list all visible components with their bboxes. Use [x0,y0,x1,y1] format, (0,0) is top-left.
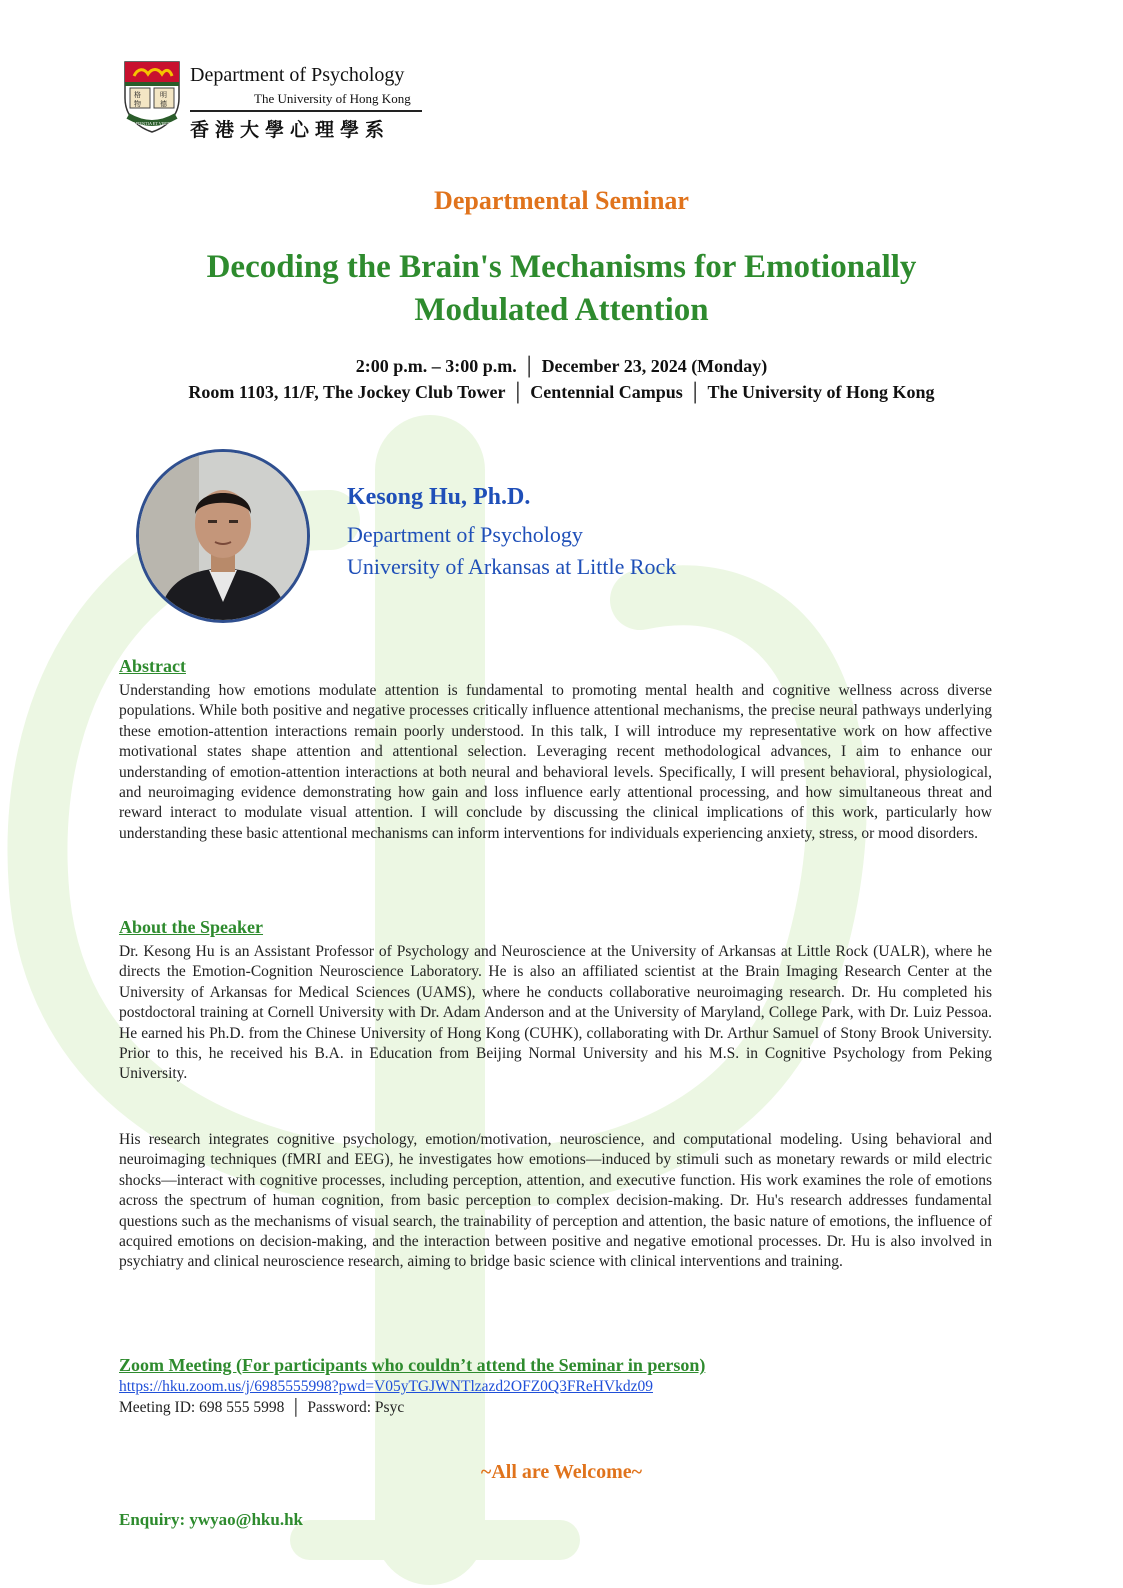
crest-char-2: 明 [160,91,167,99]
talk-title [0,246,1123,332]
separator: │ [688,382,702,402]
seminar-label: Departmental Seminar [434,186,689,215]
speaker-institution: University of Arkansas at Little Rock [347,554,677,579]
department-name: Department of Psychology [190,64,405,86]
talk-title-text: Decoding the Brain's Mechanisms for Emotionally Modulated Attention [206,249,917,328]
meeting-password: Password: Psyc [307,1399,405,1416]
speaker-photo [136,449,310,623]
speaker-department: Department of Psychology [347,522,583,547]
event-room: Room 1103, 11/F, The Jockey Club Tower [188,382,506,402]
time-date-line [0,356,1123,377]
crest-motto: SAPIENTIA ET VIRTUS [130,121,174,126]
event-date: December 23, 2024 (Monday) [541,356,768,376]
crest-char-4: 德 [160,100,167,108]
abstract-text: Understanding how emotions modulate attention is fundamental to promoting mental health and cognitive wellness across diverse populations. While both positive and negative processes critically influence attentional mechanisms, the precise neural pathways underlying these emotion-attention interactions remain poorly understood. In this talk, I will introduce my representative work on how affective motivational states shape attention and attentional selection. Leveraging recent methodological advances, I aim to enhance our understanding of emotion-attention interactions at both neural and behavioral levels. Specifically, I will present behavioral, physiological, and neuroimaging evidence demonstrating how gain and loss influence early attentional processing, and how simultaneous threat and reward interact to modulate visual attention. I will conclude by discussing the clinical implications of this work, particularly how understanding these basic attentional mechanisms can inform interventions for individuals experiencing anxiety, stress, or mood disorders. [119,682,992,842]
event-university: The University of Hong Kong [707,382,935,402]
venue-line [0,382,1123,403]
hku-crest-icon [122,60,182,134]
event-campus: Centennial Campus [530,382,683,402]
department-logo [122,58,432,141]
crest-char-3: 物 [134,100,141,108]
speaker-bio-paragraph: Dr. Kesong Hu is an Assistant Professor of Psychology and Neuroscience at the University of Arkansas at Little Rock (UALR), where he directs the Emotion-Cognition Neuroscience Laboratory. He is also an affiliated scientist at the Brain Imaging Research Center at the University of Arkansas for Medical Sciences (UAMS), where he conducts collaborative neuroimaging research. Dr. Hu completed his postdoctoral training at Cornell University with Dr. Adam Anderson and at the University of Maryland, College Park, with Dr. Luiz Pessoa. He earned his Ph.D. from the Chinese University of Hong Kong (CUHK), collaborating with Dr. Arthur Samuel of Stony Brook University. Prior to this, he received his B.A. in Education from Beijing Normal University and his M.S. in Cognitive Psychology from Peking University. [119,943,992,1083]
about-speaker-heading: About the Speaker [119,917,264,937]
separator: │ [522,356,536,376]
separator: │ [511,382,525,402]
zoom-meeting-link[interactable]: https://hku.zoom.us/j/6985555998?pwd=V05yTGJWNTlzazd2OFZ0Q3FReHVkdz09 [119,1378,653,1395]
zoom-heading: Zoom Meeting (For participants who couldn’t attend the Seminar in person) [119,1355,706,1375]
chinese-department-name: 香港大學心理學系 [190,119,391,141]
logo-divider [190,110,422,112]
speaker-portrait-icon [139,452,307,620]
welcome-message: ~All are Welcome~ [480,1461,643,1483]
university-name: The University of Hong Kong [254,91,411,106]
meeting-id: Meeting ID: 698 555 5998 [119,1399,285,1416]
enquiry-contact: Enquiry: ywyao@hku.hk [119,1510,303,1529]
event-time: 2:00 p.m. – 3:00 p.m. [355,356,517,376]
crest-char-1: 格 [134,91,141,99]
speaker-name: Kesong Hu, Ph.D. [347,484,531,510]
speaker-research-paragraph: His research integrates cognitive psychology, emotion/motivation, neuroscience, and computational modeling. Using behavioral and neuroimaging techniques (fMRI and EEG), he investigates how emotions—induced by stimuli such as monetary rewards or mild electric shocks—interact with cognitive processes, including perception, attention, and executive function. His work examines the role of emotions across the spectrum of human cognition, from basic perception to complex decision-making. Dr. Hu's research addresses fundamental questions such as the mechanisms of visual search, the trainability of perception and attention, the basic nature of emotions, the influence of acquired emotions on decision-making, and the interaction between positive and negative emotional processes. Dr. Hu is also involved in psychiatry and clinical neuroscience research, aiming to bridge basic science with clinical interventions and training. [119,1131,992,1271]
separator: │ [290,1399,302,1416]
meeting-details [119,1399,404,1417]
abstract-heading: Abstract [119,656,186,676]
